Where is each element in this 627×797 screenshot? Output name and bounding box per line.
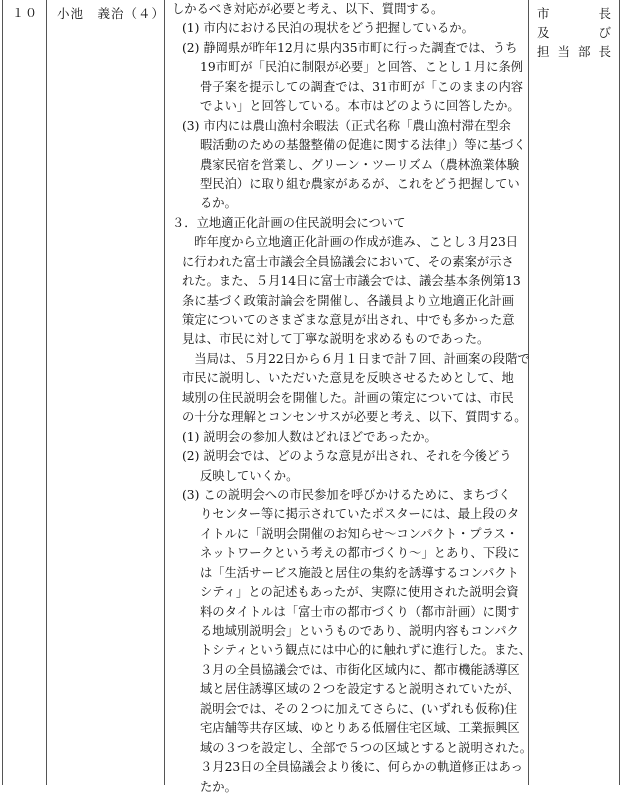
content-line: る地域別説明会」というものであり、説明内容もコンパク xyxy=(200,624,519,638)
content-line: 条に基づく政策討論会を開催し、各議員より立地適正化計画 xyxy=(182,293,515,308)
member-name: 小池 義治（４） xyxy=(57,6,166,21)
content-line: 19市町が「民泊に制限が必要」と回答、ことし１月に条例 xyxy=(200,60,524,75)
content-line: しかるべき対応が必要と考え、以下、質問する。 xyxy=(172,2,444,16)
content-line: 型民泊）に取り組む農家があるが、これをどう把握してい xyxy=(200,176,520,191)
content-line: 説明会では、その２つに加えてさらに、(いずれも仮称)住 xyxy=(200,701,518,716)
content-line: (2) 静岡県が昨年12月に県内35市町に行った調査では、うち xyxy=(182,40,518,55)
content-line: 暇活動のための基盤整備の促進に関する法律」）等に基づく xyxy=(200,138,526,153)
content-line: でよい」と回答している。本市はどのように回答したか。 xyxy=(200,99,520,114)
content-line: イトルに「説明会開催のお知らせ〜コンパクト・プラス・ xyxy=(200,526,519,541)
content-line: 反映していくか。 xyxy=(200,468,299,483)
respondent-line: 及 び xyxy=(537,25,611,40)
content-line: (2) 説明会では、どのような意見が出され、それを今後どう xyxy=(182,449,512,464)
table-border-left xyxy=(2,0,3,785)
item-number: １０ xyxy=(12,6,39,20)
content-line: 料のタイトルは「富士市の都市づくり（都市計画）に関す xyxy=(200,604,520,619)
content-line: 域別の住民説明会を開催した。計画の策定については、市民 xyxy=(182,390,514,405)
content-line: ネットワークという考えの都市づくり〜」とあり、下段に xyxy=(200,546,520,561)
respondent-column xyxy=(537,4,615,61)
content-line: 市民に説明し、いただいた意見を反映させるためとして、地 xyxy=(182,371,514,386)
table-border-right xyxy=(619,0,620,785)
content-line: れた。また、５月14日に富士市議会では、議会基本条例第13 xyxy=(182,274,521,289)
content-line: (1) 説明会の参加人数はどれほどであったか。 xyxy=(182,429,437,444)
column-divider-name xyxy=(164,0,165,785)
respondent-line: 市 長 xyxy=(537,6,611,21)
content-line: の十分な理解とコンセンサスが必要と考え、以下、質問する。 xyxy=(182,410,527,425)
content-line: シティ」との記述もあったが、実際に使用された説明会資 xyxy=(200,585,519,600)
content-line: 当局は、５月22日から６月１日まで計７回、計画案の段階で xyxy=(182,351,530,366)
content-line: 宅店舗等共存区域、ゆとりある低層住宅区域、工業振興区 xyxy=(200,721,520,736)
column-divider-number xyxy=(46,0,47,785)
content-line: (1) 市内における民泊の現状をどう把握しているか。 xyxy=(182,21,474,36)
content-line: 農家民宿を営業し、グリーン・ツーリズム（農林漁業体験 xyxy=(200,157,520,172)
content-line: 見は、市民に対して丁寧な説明を求めるものであった。 xyxy=(182,332,490,347)
content-line: 域の３つを設定し、全部で５つの区域とすると説明された。 xyxy=(200,740,533,755)
content-line: 骨子案を提示しての調査では、31市町が「このままの内容 xyxy=(200,79,524,94)
content-line: 域と居住誘導区域の２つを設定すると説明されていたが、 xyxy=(200,682,520,697)
content-line: ３月の全員協議会では、市街化区域内に、都市機能誘導区 xyxy=(200,662,520,677)
content-line: ３月23日の全員協議会より後に、何らかの軌道修正はあっ xyxy=(200,760,523,775)
content-line: は「生活サービス施設と居住の集約を誘導するコンパクト xyxy=(200,565,519,580)
content-line: 策定についてのさまざまな意見が出され、中でも多かった意 xyxy=(182,313,515,327)
column-divider-content xyxy=(528,0,529,785)
respondent-line: 担 当 部 長 xyxy=(537,44,611,59)
content-line: りセンター等に掲示されていたポスターには、最上段のタ xyxy=(200,507,520,522)
content-line: (3) この説明会への市民参加を呼びかけるために、まちづく xyxy=(182,487,511,502)
content-line: に行われた富士市議会全員協議会において、その素案が示さ xyxy=(182,254,514,269)
content-line: たか。 xyxy=(200,779,237,794)
content-line: トシティという観点には中心的に触れずに進行した。また、 xyxy=(200,643,532,658)
content-line: るか。 xyxy=(200,196,237,211)
question-content xyxy=(170,0,533,797)
content-line: (3) 市内には農山漁村余暇法（正式名称「農山漁村滞在型余 xyxy=(182,118,511,133)
content-line: ３．立地適正化計画の住民説明会について xyxy=(172,215,406,230)
content-line: 昨年度から立地適正化計画の作成が進み、ことし３月23日 xyxy=(182,235,519,250)
